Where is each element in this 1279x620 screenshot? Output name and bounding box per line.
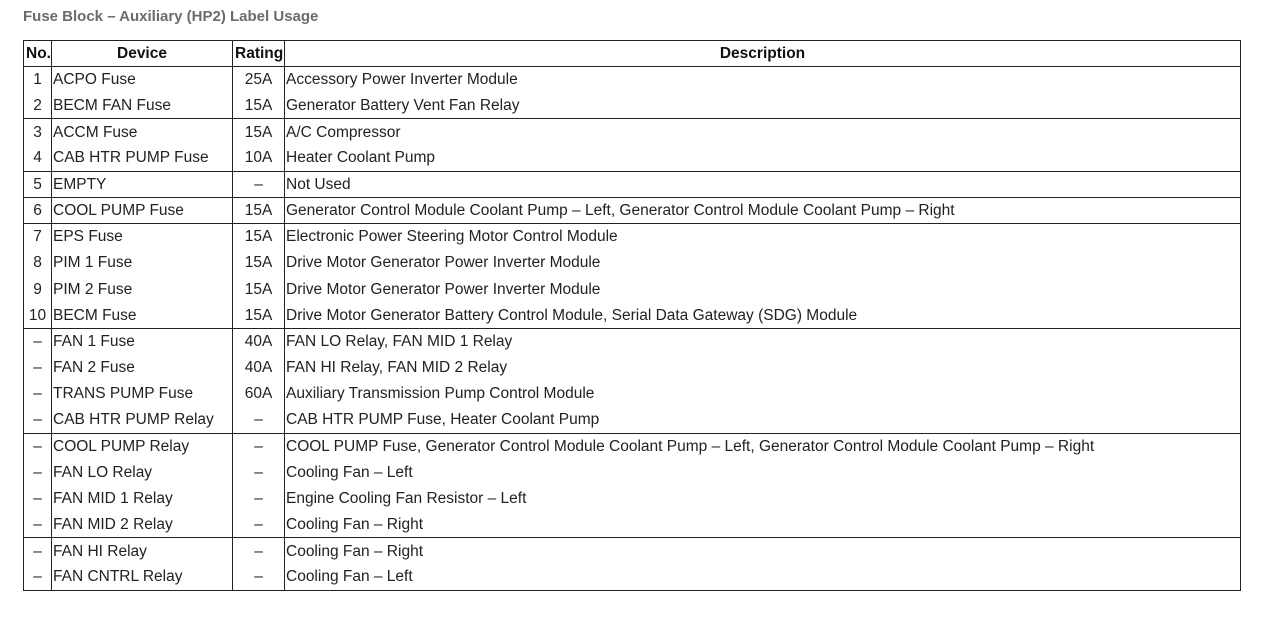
cell-description: Accessory Power Inverter Module (285, 67, 1241, 93)
table-row (24, 145, 1241, 171)
cell-no: – (24, 459, 52, 485)
cell-rating: – (233, 407, 285, 433)
cell-rating: 15A (233, 93, 285, 119)
cell-description: Drive Motor Generator Battery Control Module, Serial Data Gateway (SDG) Module (285, 302, 1241, 328)
cell-rating: – (233, 433, 285, 459)
column-header-description: Description (285, 41, 1241, 67)
cell-device: FAN 1 Fuse (52, 328, 233, 354)
cell-rating: 15A (233, 302, 285, 328)
cell-rating: 25A (233, 67, 285, 93)
table-row (24, 459, 1241, 485)
cell-rating: 60A (233, 381, 285, 407)
cell-description: Not Used (285, 171, 1241, 197)
cell-description: Auxiliary Transmission Pump Control Module (285, 381, 1241, 407)
cell-no: – (24, 486, 52, 512)
table-row (24, 486, 1241, 512)
cell-device: FAN 2 Fuse (52, 355, 233, 381)
cell-description: Cooling Fan – Right (285, 512, 1241, 538)
cell-device: COOL PUMP Fuse (52, 197, 233, 223)
table-row (24, 564, 1241, 590)
cell-device: FAN MID 2 Relay (52, 512, 233, 538)
cell-no: – (24, 512, 52, 538)
table-row (24, 224, 1241, 250)
cell-no: 3 (24, 119, 52, 145)
cell-no: 1 (24, 67, 52, 93)
cell-no: – (24, 407, 52, 433)
table-body (24, 67, 1241, 591)
cell-device: PIM 1 Fuse (52, 250, 233, 276)
page-title: Fuse Block – Auxiliary (HP2) Label Usage (23, 8, 319, 25)
cell-device: PIM 2 Fuse (52, 276, 233, 302)
cell-rating: 40A (233, 328, 285, 354)
table-row (24, 302, 1241, 328)
cell-no: 2 (24, 93, 52, 119)
cell-device: BECM FAN Fuse (52, 93, 233, 119)
cell-rating: – (233, 486, 285, 512)
cell-description: Generator Battery Vent Fan Relay (285, 93, 1241, 119)
cell-description: FAN HI Relay, FAN MID 2 Relay (285, 355, 1241, 381)
table-row (24, 93, 1241, 119)
cell-no: – (24, 564, 52, 590)
cell-description: Electronic Power Steering Motor Control Module (285, 224, 1241, 250)
cell-no: 7 (24, 224, 52, 250)
cell-no: 4 (24, 145, 52, 171)
cell-description: Generator Control Module Coolant Pump – Left, Generator Control Module Coolant Pump – Right (285, 197, 1241, 223)
table-row (24, 433, 1241, 459)
cell-rating: 10A (233, 145, 285, 171)
cell-device: CAB HTR PUMP Fuse (52, 145, 233, 171)
cell-description: A/C Compressor (285, 119, 1241, 145)
cell-no: – (24, 538, 52, 564)
cell-rating: 15A (233, 224, 285, 250)
cell-device: EPS Fuse (52, 224, 233, 250)
cell-description: Drive Motor Generator Power Inverter Module (285, 250, 1241, 276)
cell-rating: – (233, 512, 285, 538)
cell-no: 6 (24, 197, 52, 223)
table-row (24, 250, 1241, 276)
cell-device: TRANS PUMP Fuse (52, 381, 233, 407)
cell-device: FAN CNTRL Relay (52, 564, 233, 590)
table-row (24, 276, 1241, 302)
cell-no: 8 (24, 250, 52, 276)
table-row (24, 197, 1241, 223)
cell-description: FAN LO Relay, FAN MID 1 Relay (285, 328, 1241, 354)
table-row (24, 538, 1241, 564)
cell-no: – (24, 328, 52, 354)
cell-description: Cooling Fan – Right (285, 538, 1241, 564)
table-header-row (24, 41, 1241, 67)
cell-rating: 15A (233, 197, 285, 223)
cell-description: COOL PUMP Fuse, Generator Control Module Coolant Pump – Left, Generator Control Module Coolant Pump – Right (285, 433, 1241, 459)
cell-device: ACPO Fuse (52, 67, 233, 93)
cell-rating: 40A (233, 355, 285, 381)
cell-device: FAN MID 1 Relay (52, 486, 233, 512)
cell-device: BECM Fuse (52, 302, 233, 328)
fuse-table (23, 40, 1241, 591)
column-header-no: No. (24, 41, 52, 67)
cell-rating: – (233, 171, 285, 197)
cell-description: Engine Cooling Fan Resistor – Left (285, 486, 1241, 512)
cell-no: – (24, 355, 52, 381)
table-row (24, 355, 1241, 381)
cell-no: – (24, 381, 52, 407)
cell-rating: 15A (233, 250, 285, 276)
table-row (24, 67, 1241, 93)
table-row (24, 328, 1241, 354)
cell-description: CAB HTR PUMP Fuse, Heater Coolant Pump (285, 407, 1241, 433)
cell-device: FAN HI Relay (52, 538, 233, 564)
cell-device: EMPTY (52, 171, 233, 197)
cell-rating: 15A (233, 119, 285, 145)
cell-no: – (24, 433, 52, 459)
cell-device: CAB HTR PUMP Relay (52, 407, 233, 433)
table-row (24, 381, 1241, 407)
table-row (24, 171, 1241, 197)
cell-device: COOL PUMP Relay (52, 433, 233, 459)
table-row (24, 512, 1241, 538)
cell-no: 10 (24, 302, 52, 328)
column-header-rating: Rating (233, 41, 285, 67)
cell-rating: – (233, 459, 285, 485)
cell-description: Cooling Fan – Left (285, 564, 1241, 590)
cell-device: ACCM Fuse (52, 119, 233, 145)
cell-no: 9 (24, 276, 52, 302)
cell-rating: – (233, 564, 285, 590)
cell-no: 5 (24, 171, 52, 197)
cell-description: Cooling Fan – Left (285, 459, 1241, 485)
table-row (24, 407, 1241, 433)
cell-description: Drive Motor Generator Power Inverter Module (285, 276, 1241, 302)
cell-rating: – (233, 538, 285, 564)
column-header-device: Device (52, 41, 233, 67)
cell-device: FAN LO Relay (52, 459, 233, 485)
cell-rating: 15A (233, 276, 285, 302)
cell-description: Heater Coolant Pump (285, 145, 1241, 171)
table-row (24, 119, 1241, 145)
